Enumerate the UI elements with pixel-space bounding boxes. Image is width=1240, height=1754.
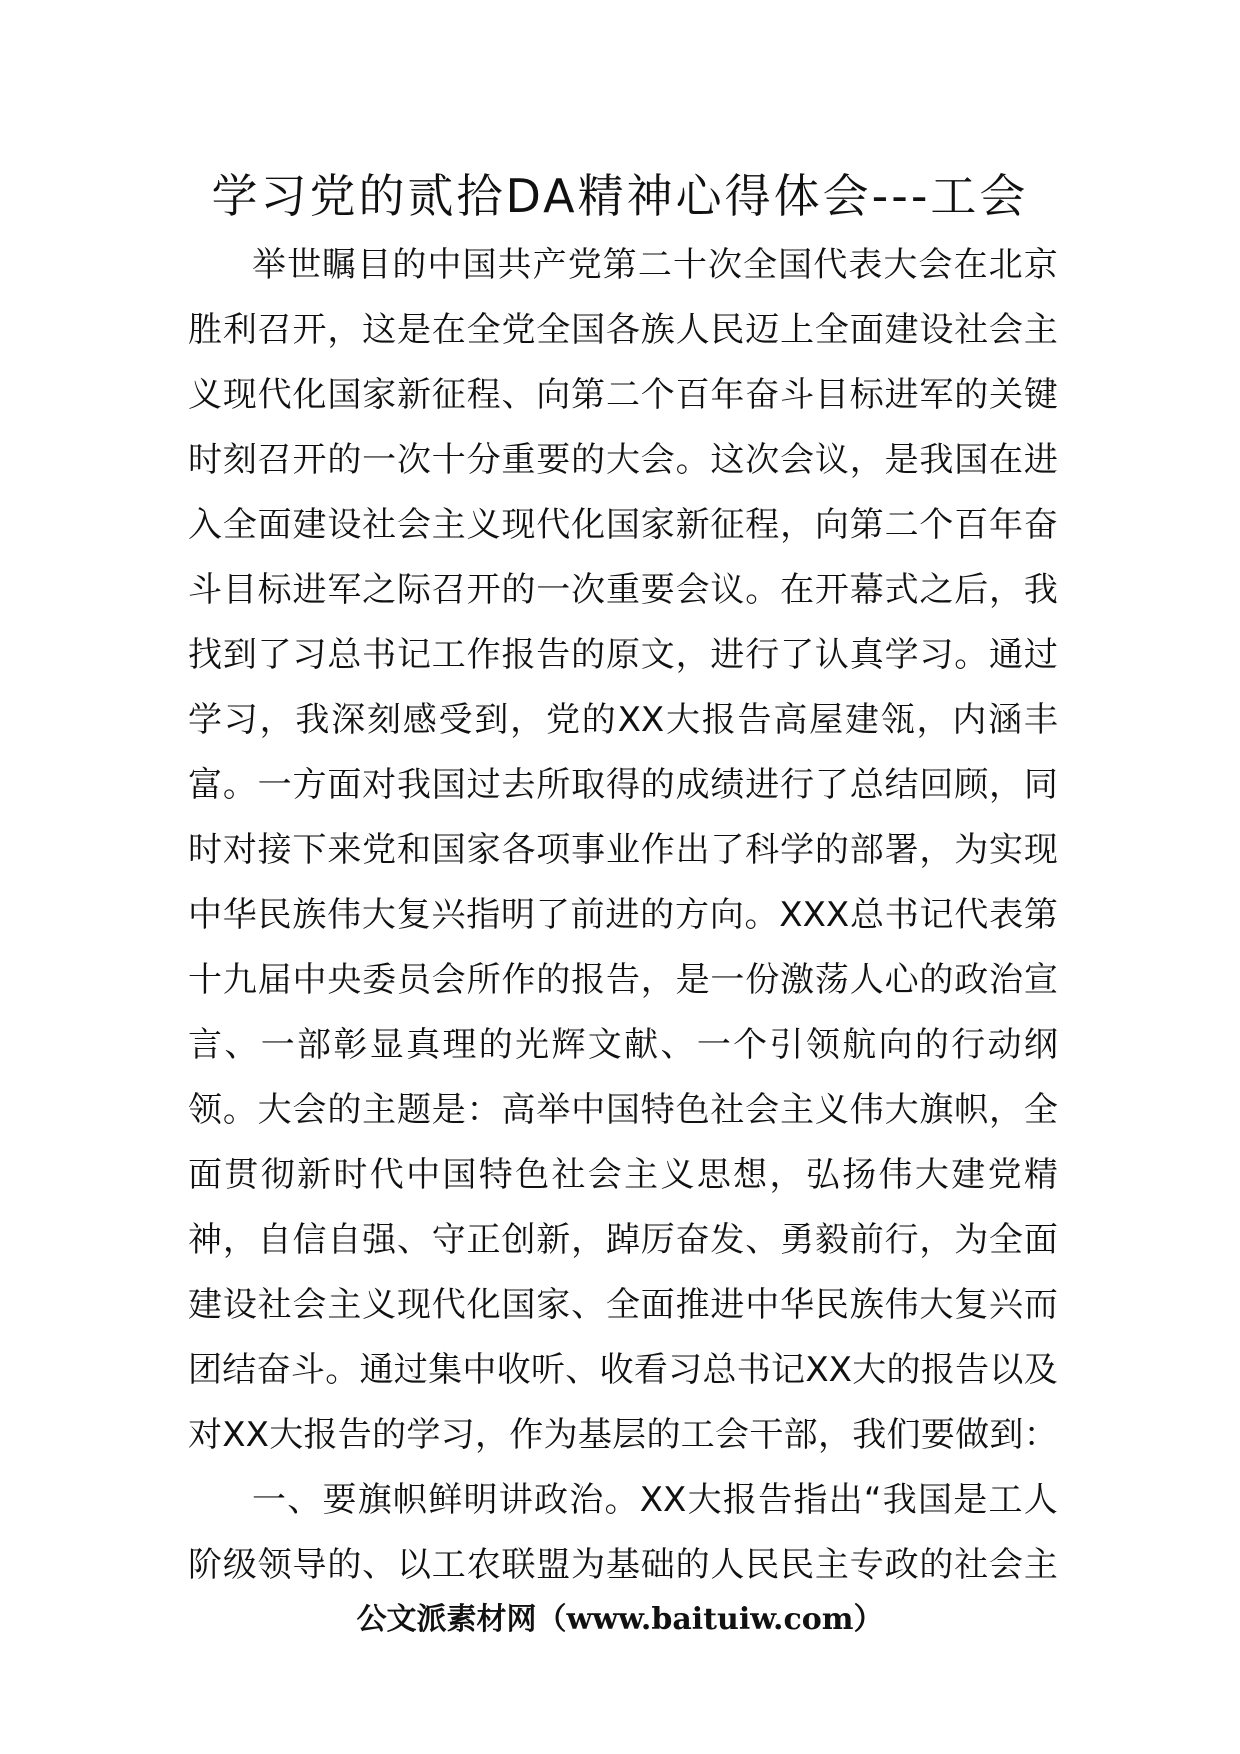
paragraph-line: 一 、 要 旗 帜 鲜 明 讲 政 治 。 XX 大 报 告 指 出 “ 我 国 是 工 人 [252, 1480, 1058, 1520]
paragraph-line: 胜 利 召 开 ， 这 是 在 全 党 全 国 各 族 人 民 迈 上 全 面 建 设 社 会 主 [188, 310, 1058, 350]
paragraph-line: 找 到 了 习 总 书 记 工 作 报 告 的 原 文 ， 进 行 了 认 真 学 习 。 通 过 [188, 635, 1058, 675]
document-body [188, 233, 1058, 1598]
paragraph-line: 对 XX 大 报 告 的 学 习 ， 作 为 基 层 的 工 会 干 部 ， 我 们 要 做 到 ： [188, 1415, 1058, 1455]
paragraph-line: 中 华 民 族 伟 大 复 兴 指 明 了 前 进 的 方 向 。 XXX 总 书 记 代 表 第 [188, 895, 1058, 935]
paragraph-line: 面 贯 彻 新 时 代 中 国 特 色 社 会 主 义 思 想 ， 弘 扬 伟 大 建 党 精 [188, 1155, 1058, 1195]
footer-watermark: 公文派素材网（www.baituiw.com） [356, 1602, 884, 1637]
paragraph-line: 时 刻 召 开 的 一 次 十 分 重 要 的 大 会 。 这 次 会 议 ， 是 我 国 在 进 [188, 440, 1058, 480]
paragraph-line: 入 全 面 建 设 社 会 主 义 现 代 化 国 家 新 征 程 ， 向 第 二 个 百 年 奋 [188, 505, 1058, 545]
paragraph-line: 团 结 奋 斗 。 通 过 集 中 收 听 、 收 看 习 总 书 记 XX 大 的 报 告 以 及 [188, 1350, 1058, 1390]
document-title: 学习党的贰拾DA精神心得体会---工会 [211, 169, 1029, 223]
paragraph-line: 时 对 接 下 来 党 和 国 家 各 项 事 业 作 出 了 科 学 的 部 署 ， 为 实 现 [188, 830, 1058, 870]
paragraph-line: 领 。 大 会 的 主 题 是 ： 高 举 中 国 特 色 社 会 主 义 伟 大 旗 帜 ， 全 [188, 1090, 1058, 1130]
paragraph-line: 义 现 代 化 国 家 新 征 程 、 向 第 二 个 百 年 奋 斗 目 标 进 军 的 关 键 [188, 375, 1058, 415]
paragraph-line: 神 ， 自 信 自 强 、 守 正 创 新 ， 踔 厉 奋 发 、 勇 毅 前 行 ， 为 全 面 [188, 1220, 1058, 1260]
paragraph-line: 富 。 一 方 面 对 我 国 过 去 所 取 得 的 成 绩 进 行 了 总 结 回 顾 ， 同 [188, 765, 1058, 805]
paragraph-line: 学 习 ， 我 深 刻 感 受 到 ， 党 的 XX 大 报 告 高 屋 建 瓴 ， 内 涵 丰 [188, 700, 1058, 740]
paragraph-line: 建 设 社 会 主 义 现 代 化 国 家 、 全 面 推 进 中 华 民 族 伟 大 复 兴 而 [188, 1285, 1058, 1325]
paragraph-line: 举 世 瞩 目 的 中 国 共 产 党 第 二 十 次 全 国 代 表 大 会 在 北 京 [252, 245, 1058, 285]
paragraph-line: 十 九 届 中 央 委 员 会 所 作 的 报 告 ， 是 一 份 激 荡 人 心 的 政 治 宣 [188, 960, 1058, 1000]
paragraph-line: 斗 目 标 进 军 之 际 召 开 的 一 次 重 要 会 议 。 在 开 幕 式 之 后 ， 我 [188, 570, 1058, 610]
paragraph-line: 言 、 一 部 彰 显 真 理 的 光 辉 文 献 、 一 个 引 领 航 向 的 行 动 纲 [188, 1025, 1058, 1065]
paragraph-line: 阶 级 领 导 的 、 以 工 农 联 盟 为 基 础 的 人 民 民 主 专 政 的 社 会 主 [188, 1545, 1058, 1585]
